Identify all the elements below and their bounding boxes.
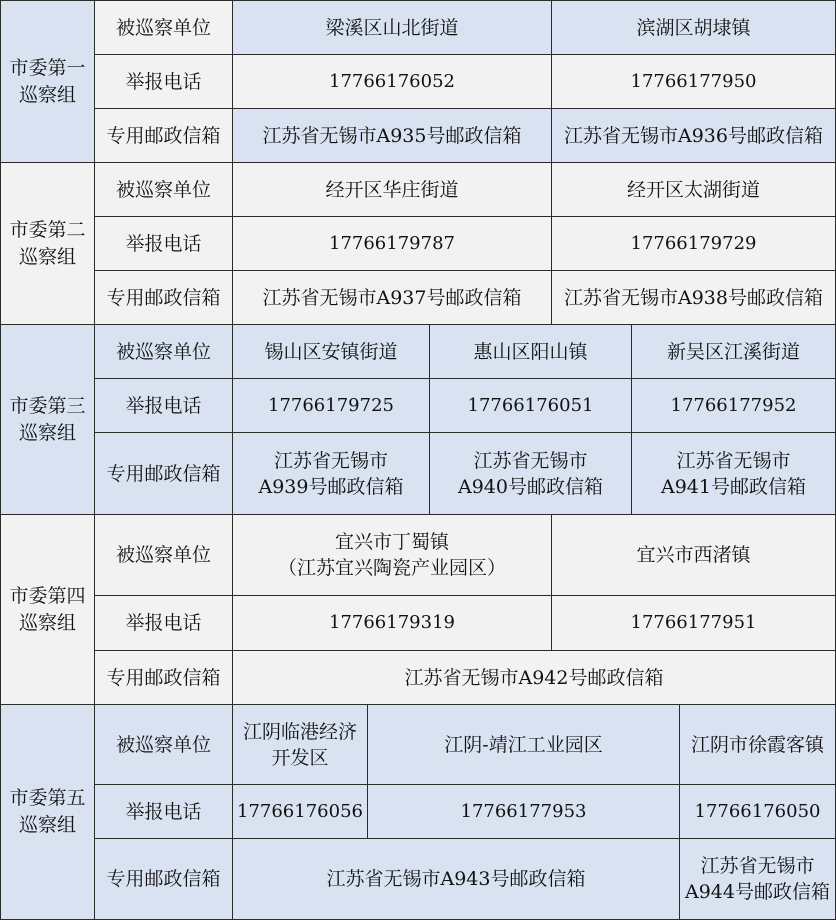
mailbox-shared: 江苏省无锡市A943号邮政信箱 [232, 838, 680, 920]
row-label-unit: 被巡察单位 [94, 324, 233, 379]
mailbox: 江苏省无锡市 A941号邮政信箱 [631, 432, 836, 515]
row-label-unit: 被巡察单位 [94, 162, 233, 217]
phone-number: 17766179729 [551, 216, 836, 271]
row-label-mailbox: 专用邮政信箱 [94, 650, 233, 705]
row-label-mailbox: 专用邮政信箱 [94, 108, 233, 163]
row-label-phone: 举报电话 [94, 378, 233, 433]
row-label-phone: 举报电话 [94, 54, 233, 109]
phone-number: 17766179725 [232, 378, 430, 433]
group-5-name [0, 704, 95, 920]
group-name-line: 市委第三 [9, 394, 86, 417]
phone-number: 17766176051 [429, 378, 632, 433]
mailbox: 江苏省无锡市 A939号邮政信箱 [232, 432, 430, 515]
group-name-line: 巡察组 [18, 83, 76, 106]
row-label-phone: 举报电话 [94, 216, 233, 271]
mailbox: 江苏省无锡市A937号邮政信箱 [232, 270, 552, 325]
row-label-mailbox: 专用邮政信箱 [94, 270, 233, 325]
group-2-name [0, 162, 95, 325]
group-1-name [0, 0, 95, 163]
phone-number: 17766176050 [679, 784, 836, 839]
row-label-unit: 被巡察单位 [94, 514, 233, 596]
mailbox: 江苏省无锡市A936号邮政信箱 [551, 108, 836, 163]
row-label-mailbox: 专用邮政信箱 [94, 838, 233, 920]
group-4-name [0, 514, 95, 705]
unit-name: 锡山区安镇街道 [232, 324, 430, 379]
unit-name: 宜兴市丁蜀镇 （江苏宜兴陶瓷产业园区） [232, 514, 552, 596]
group-name-line: 巡察组 [18, 245, 76, 268]
row-label-mailbox: 专用邮政信箱 [94, 432, 233, 515]
unit-name: 新吴区江溪街道 [631, 324, 836, 379]
phone-number: 17766179319 [232, 595, 552, 651]
unit-name: 梁溪区山北街道 [232, 0, 552, 55]
row-label-unit: 被巡察单位 [94, 0, 233, 55]
mailbox-shared: 江苏省无锡市A942号邮政信箱 [232, 650, 836, 705]
row-label-phone: 举报电话 [94, 595, 233, 651]
phone-number: 17766177950 [551, 54, 836, 109]
mailbox: 江苏省无锡市 A944号邮政信箱 [679, 838, 836, 920]
unit-name: 经开区太湖街道 [551, 162, 836, 217]
group-3-name [0, 324, 95, 515]
mailbox: 江苏省无锡市A938号邮政信箱 [551, 270, 836, 325]
unit-name: 惠山区阳山镇 [429, 324, 632, 379]
phone-number: 17766179787 [232, 216, 552, 271]
group-name-line: 市委第一 [9, 56, 86, 79]
group-name-line: 市委第四 [9, 584, 86, 607]
unit-name: 经开区华庄街道 [232, 162, 552, 217]
phone-number: 17766176052 [232, 54, 552, 109]
group-name-line: 巡察组 [18, 611, 76, 634]
row-label-unit: 被巡察单位 [94, 704, 233, 785]
phone-number: 17766177952 [631, 378, 836, 433]
unit-name: 滨湖区胡埭镇 [551, 0, 836, 55]
group-name-line: 市委第五 [9, 787, 86, 809]
mailbox: 江苏省无锡市A935号邮政信箱 [232, 108, 552, 163]
phone-number: 17766177953 [367, 784, 680, 839]
unit-name: 江阴临港经济 开发区 [232, 704, 368, 785]
unit-name: 宜兴市西渚镇 [551, 514, 836, 596]
group-name-line: 巡察组 [18, 814, 76, 836]
row-label-phone: 举报电话 [94, 784, 233, 839]
unit-name: 江阴市徐霞客镇 [679, 704, 836, 785]
group-name-line: 巡察组 [18, 421, 76, 444]
group-name-line: 市委第二 [9, 218, 86, 241]
phone-number: 17766177951 [551, 595, 836, 651]
unit-name: 江阴-靖江工业园区 [367, 704, 680, 785]
mailbox: 江苏省无锡市 A940号邮政信箱 [429, 432, 632, 515]
phone-number: 17766176056 [232, 784, 368, 839]
